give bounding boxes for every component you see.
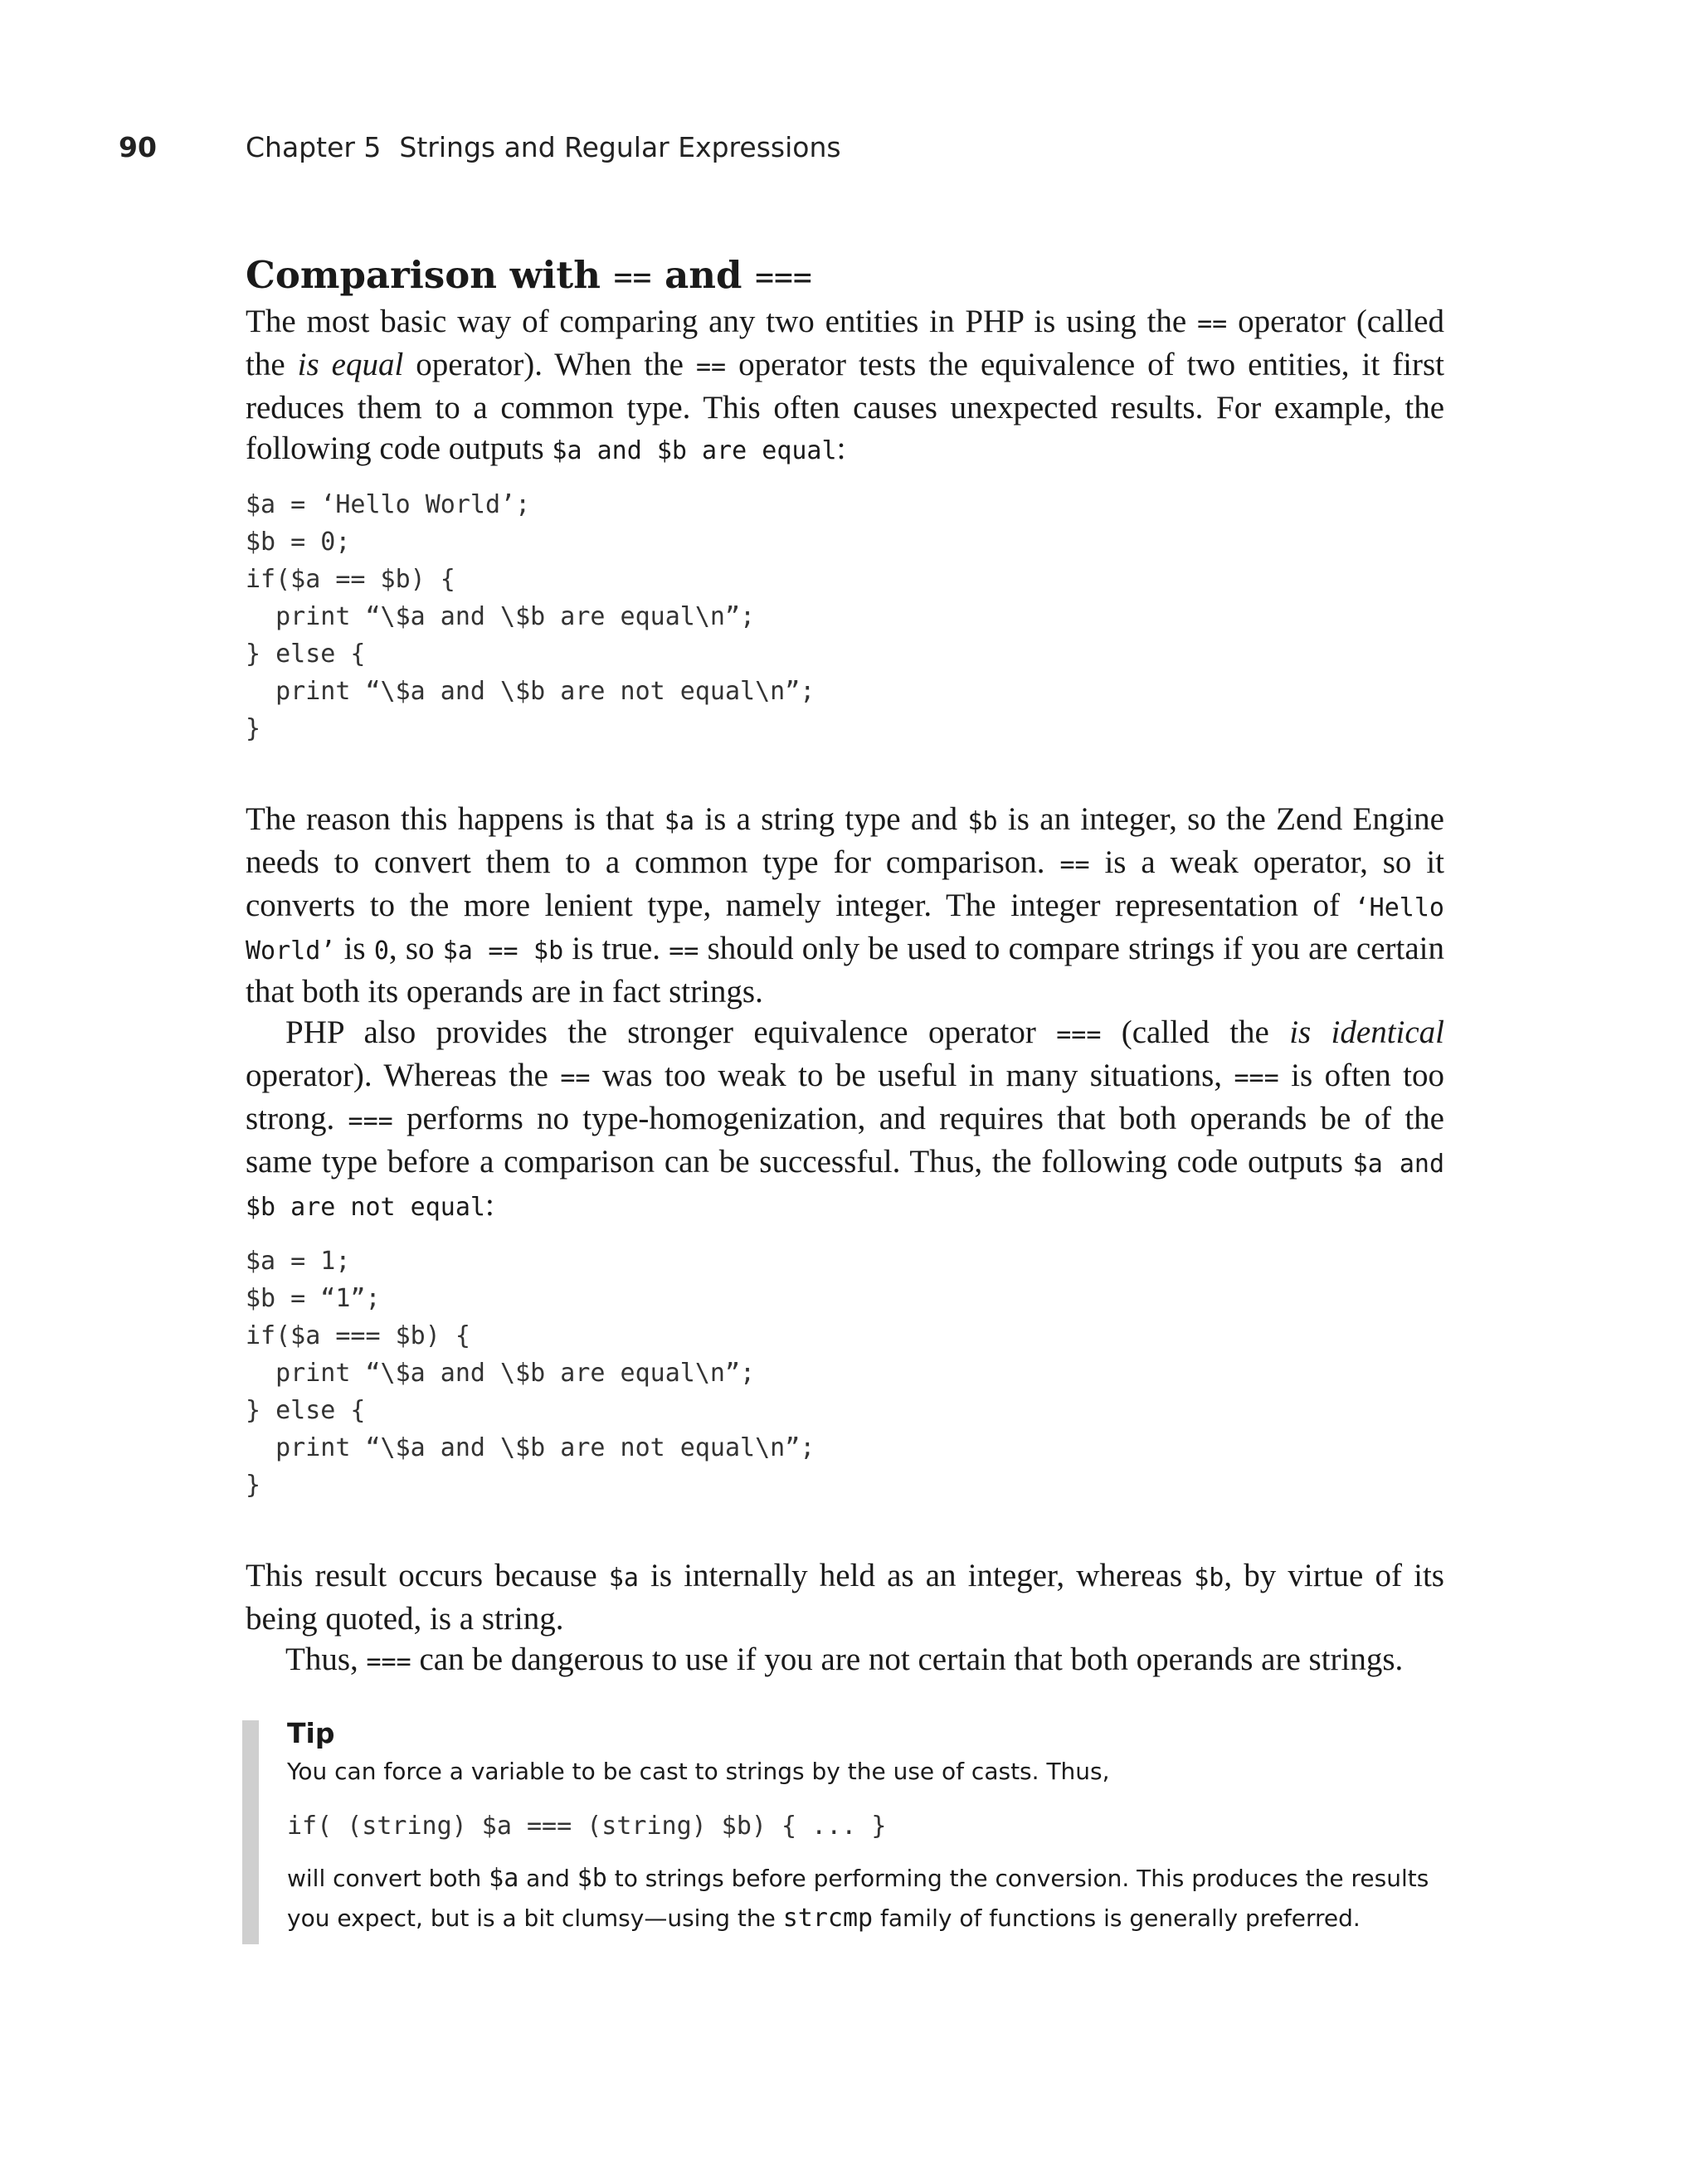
text: The reason this happens is that bbox=[246, 800, 665, 837]
inline-code: === bbox=[1056, 1019, 1102, 1049]
inline-code: == bbox=[1059, 849, 1090, 879]
code-listing-equal bbox=[246, 486, 1444, 747]
text: to strings before performing the conversion. This produces the results you expect, but is a bit clumsy—using the bbox=[287, 1864, 1429, 1932]
inline-code: $a bbox=[608, 1563, 639, 1593]
text: This result occurs because bbox=[246, 1557, 609, 1593]
code-line: print “\$a and \$b are not equal\n”; bbox=[246, 1432, 815, 1462]
tip-code: if( (string) $a === (string) $b) { ... } bbox=[287, 1811, 887, 1841]
text: PHP also provides the stronger equivalence operator bbox=[285, 1014, 1057, 1050]
heading-op-equal: == bbox=[613, 259, 652, 295]
paragraph-danger bbox=[246, 1639, 1444, 1682]
paragraph-identical bbox=[246, 1012, 1444, 1228]
text: operator). When the bbox=[403, 346, 696, 382]
tip-intro: You can force a variable to be cast to strings by the use of casts. Thus, bbox=[287, 1757, 1110, 1785]
code-listing-identical bbox=[246, 1243, 1444, 1504]
tip-sidebar-bar bbox=[242, 1720, 259, 1944]
code-line: print “\$a and \$b are equal\n”; bbox=[246, 1358, 756, 1388]
text: , by virtue of its being quoted, is a string. bbox=[246, 1557, 1444, 1637]
inline-code: $a bbox=[489, 1863, 519, 1893]
text: The most basic way of comparing any two entities in PHP is using the bbox=[246, 303, 1198, 339]
text: is a weak operator, so it converts to the more lenient type, namely integer. The integer representation of bbox=[246, 844, 1444, 923]
paragraph-reason bbox=[246, 799, 1444, 1012]
inline-code: $a == $b bbox=[442, 936, 564, 966]
tip-title: Tip bbox=[287, 1716, 335, 1749]
code-line: print “\$a and \$b are not equal\n”; bbox=[246, 676, 815, 706]
emphasis: is identical bbox=[1289, 1014, 1445, 1050]
page-body bbox=[246, 241, 1444, 1938]
inline-code: === bbox=[348, 1106, 393, 1136]
text: operator tests the equivalence of two entities, it first reduces them to a common type. This often causes unexpected results. For example, the following code outputs bbox=[246, 346, 1444, 466]
running-header bbox=[0, 131, 1699, 173]
text: should only be used to compare strings if you are certain that both its operands are in fact strings. bbox=[246, 930, 1444, 1009]
code-line: $a = 1; bbox=[246, 1246, 351, 1276]
text: is an integer, so the Zend Engine needs to convert them to a common type for comparison. bbox=[246, 800, 1444, 880]
code-line: $a = ‘Hello World’; bbox=[246, 489, 531, 519]
inline-code: $b bbox=[577, 1863, 607, 1893]
paragraph-result bbox=[246, 1555, 1444, 1639]
inline-code: $b bbox=[967, 806, 998, 836]
inline-code: $a and $b are not equal bbox=[246, 1149, 1445, 1222]
paragraph-intro bbox=[246, 301, 1444, 471]
code-line: } bbox=[246, 1470, 261, 1500]
text: is internally held as an integer, whereas bbox=[638, 1557, 1195, 1593]
code-line: if($a === $b) { bbox=[246, 1321, 470, 1350]
code-line: if($a == $b) { bbox=[246, 564, 455, 594]
inline-code: == bbox=[669, 936, 699, 966]
text: can be dangerous to use if you are not certain that both operands are strings. bbox=[411, 1641, 1404, 1677]
inline-code: === bbox=[366, 1647, 411, 1676]
inline-code: strcmp bbox=[782, 1903, 874, 1933]
inline-code: $a bbox=[664, 806, 695, 836]
text: is a string type and bbox=[694, 800, 968, 837]
tip-box bbox=[242, 1715, 1444, 1938]
inline-code: ‘Hello World’ bbox=[246, 893, 1444, 966]
emphasis: is equal bbox=[297, 346, 404, 382]
inline-code: $b bbox=[1194, 1563, 1224, 1593]
text: : bbox=[836, 430, 846, 466]
code-line: } bbox=[246, 713, 261, 743]
text: , so bbox=[388, 930, 443, 966]
text: operator). Whereas the bbox=[246, 1057, 561, 1093]
inline-code: == bbox=[560, 1063, 591, 1092]
text: is true. bbox=[563, 930, 669, 966]
text: is often too strong. bbox=[246, 1057, 1445, 1136]
chapter-title: Strings and Regular Expressions bbox=[399, 131, 841, 163]
inline-code: == bbox=[695, 352, 727, 382]
text: was too weak to be useful in many situations, bbox=[590, 1057, 1234, 1093]
code-line: $b = 0; bbox=[246, 527, 351, 557]
text: family of functions is generally preferred. bbox=[873, 1904, 1361, 1932]
text: will convert both bbox=[287, 1864, 489, 1892]
code-line: print “\$a and \$b are equal\n”; bbox=[246, 601, 756, 631]
text: : bbox=[484, 1186, 494, 1223]
running-head bbox=[246, 131, 841, 163]
heading-op-identical: === bbox=[755, 259, 812, 295]
heading-and: and bbox=[665, 253, 742, 297]
text: operator (called the bbox=[246, 303, 1444, 382]
code-line: } else { bbox=[246, 1395, 366, 1425]
inline-code: === bbox=[1234, 1063, 1279, 1092]
text: Thus, bbox=[285, 1641, 367, 1677]
chapter-label: Chapter 5 bbox=[246, 131, 382, 163]
inline-code: 0 bbox=[373, 936, 389, 966]
inline-code: $a and $b are equal bbox=[552, 435, 837, 465]
code-line: $b = “1”; bbox=[246, 1283, 381, 1313]
text: performs no type-homogenization, and requires that both operands be of the same type before a comparison can be successful. Thus, the following code outputs bbox=[246, 1100, 1444, 1180]
text: is bbox=[335, 930, 374, 966]
page-number: 90 bbox=[119, 131, 157, 163]
section-heading bbox=[246, 251, 1444, 301]
inline-code: == bbox=[1197, 309, 1228, 338]
tip-body bbox=[287, 1859, 1444, 1938]
text: and bbox=[518, 1864, 577, 1892]
heading-text: Comparison with bbox=[246, 253, 601, 297]
text: (called the bbox=[1101, 1014, 1290, 1050]
code-line: } else { bbox=[246, 639, 366, 669]
